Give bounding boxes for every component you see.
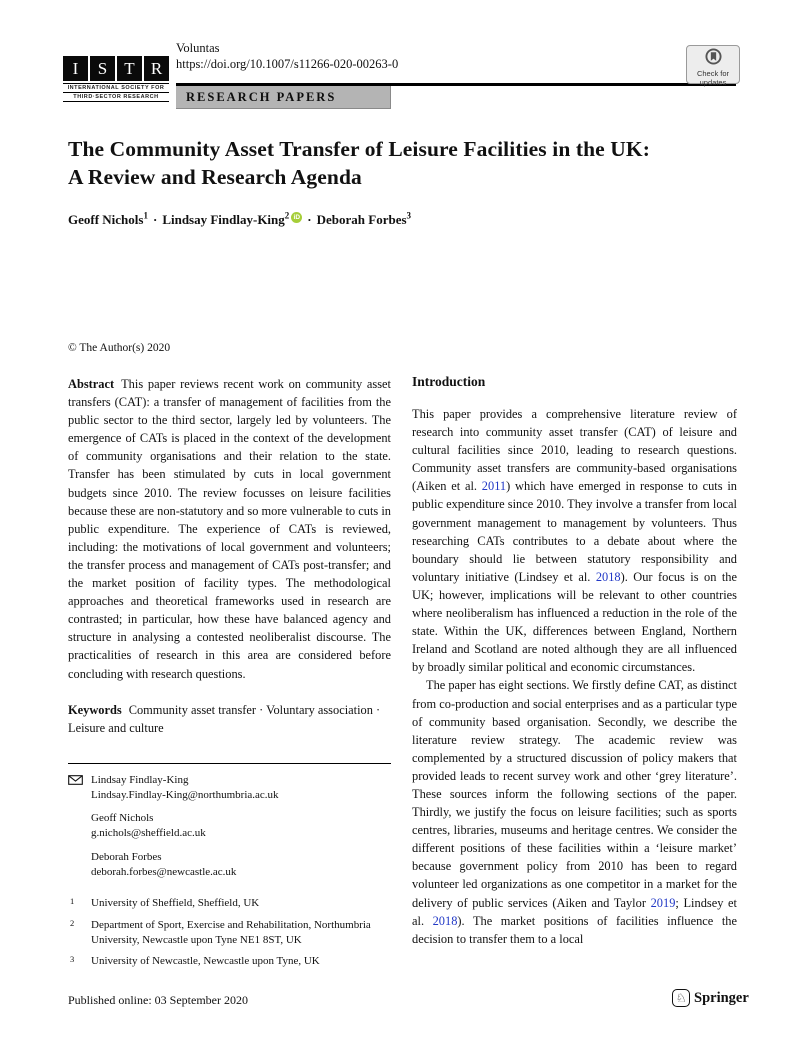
doi-link[interactable]: https://doi.org/10.1007/s11266-020-00263-0 (176, 56, 399, 71)
corr-email-link[interactable]: deborah.forbes@newcastle.ac.uk (91, 866, 237, 878)
journal-name: Voluntas (176, 41, 220, 55)
author-contact-entry (68, 811, 391, 841)
intro-paragraph-2 (412, 676, 737, 947)
author-2: Lindsay Findlay-King$^2$ iD (162, 212, 302, 227)
journal-block (176, 41, 398, 72)
istr-subtitle-line1: INTERNATIONAL SOCIETY FOR (63, 84, 169, 93)
keywords-text: Community asset transfer · Voluntary association · Leisure and culture (68, 702, 381, 735)
citation-link[interactable]: 2018 (595, 569, 621, 584)
corr-email-link[interactable]: Lindsay.Findlay-King@northumbria.ac.uk (91, 788, 279, 801)
springer-knight-icon: ♘ (672, 989, 690, 1007)
corr-name: Lindsay Findlay-King (91, 773, 189, 786)
istr-letter: S (90, 56, 115, 81)
corr-name: Geoff Nichols (91, 812, 154, 825)
body-text: This paper provides a comprehensive literature review of research into community asset transfer (CAT) of leisure and cultural facilities since 2010, leading to research questions. Community asset transfers are community-based organisations (Aiken et al. (412, 407, 737, 494)
istr-logo (63, 56, 169, 102)
istr-subtitle-line2: THIRD·SECTOR RESEARCH (63, 93, 169, 102)
left-column (68, 342, 391, 976)
corr-name: Deborah Forbes (91, 851, 162, 864)
author-3: Deborah Forbes$^3$ (316, 211, 412, 228)
published-online-line: Published online: 03 September 2020 (68, 993, 248, 1007)
keywords-label: Keywords (68, 702, 122, 717)
istr-letter: I (63, 56, 88, 81)
istr-letter-squares (63, 56, 169, 81)
body-text: The paper has eight sections. We firstly define CAT, as distinct from co-production and social enterprises and as a particular type of community based organisation. Secondly, we describe the literature review strategy. The academic review was complemented by a structured discussion of policy makers that provided leads to recent survey work and other ‘grey literature’. These sources inform the following sections of the paper. Thirdly, we justify the focus on leisure facilities; such as sports centres, libraries, museums and heritage centres. We consider the different positions of these facilities within a ‘leisure market’ because government policy from 2010 has been to regard volunteer led organizations as one competitor in a market for the delivery of public services (Aiken and Taylor (412, 678, 737, 910)
check-updates-text: Check for updates (696, 69, 730, 87)
istr-letter: T (117, 56, 142, 81)
corr-email-link[interactable]: g.nichols@sheffield.ac.uk (91, 827, 206, 840)
author-contact-entry (68, 850, 391, 880)
envelope-icon (68, 775, 83, 785)
body-text: ). Our focus is on the UK; however, implications will be relevant to other countries where neoliberalism has influenced a reduction in the role of the state. Within the UK, differences between England, Northern Ireland and Scotland are noted although they are all influenced by broadly similar political and economic circumstances. (412, 569, 737, 675)
istr-subtitle (63, 83, 169, 102)
author-line (68, 211, 411, 228)
footnote-divider (68, 763, 391, 764)
corresponding-author-entry (68, 773, 391, 803)
body-text: ) which have emerged in response to cuts in public expenditure since 2010. They involve a transfer from local government management to management by volunteers. Thus researching CATs contributes to a debate about where the boundary should lie between statutory responsibility and voluntary initiative (Lindsey et al. (412, 479, 737, 584)
section-heading-introduction: Introduction (412, 374, 486, 389)
abstract-paragraph (68, 375, 391, 683)
citation-link[interactable]: 2011 (481, 479, 507, 494)
springer-wordmark: Springer (694, 989, 749, 1006)
affiliations-block (68, 896, 391, 969)
author-separator (302, 212, 316, 227)
author-separator (148, 212, 162, 227)
affiliation-2: 2 Department of Sport, Exercise and Rehabilitation, Northumbria University, Newcastle upon Tyne NE1 8ST, UK (70, 917, 371, 946)
springer-logo (672, 989, 749, 1007)
keywords-paragraph (68, 701, 391, 737)
body-text: ). The market positions of facilities influence the decision to transfer them to a local (412, 913, 737, 946)
check-updates-icon (705, 48, 722, 65)
abstract-label: Abstract (68, 377, 115, 391)
right-column (412, 374, 737, 948)
abstract-text: This paper reviews recent work on community asset transfers (CAT): a transfer of management of facilities from the public sector to the third sector, largely led by volunteers. The emergence of CATs is placed in the context of the development of community organisations and their relation to the state. Transfer has been stimulated by cuts in local government budgets since 2010. The review focusses on leisure facilities because these are non-statutory and so more vulnerable to cuts in public expenditure. The experience of CATs is reviewed, including: the motivations of local government and volunteers; the transfer process and management of CATs post-transfer; and the market position of facility types. The methodological approaches and theoretical frameworks used in research are contrasted; in particular, how these have balanced agency and structure in analysing a contested neoliberalist discourse. The practicalities of research in this area are considered before concluding with research questions. (68, 377, 391, 681)
author-1: Geoff Nichols$^1$ (68, 211, 148, 228)
istr-letter: R (144, 56, 169, 81)
citation-link[interactable]: 2018 (432, 913, 458, 928)
correspondence-block (68, 773, 391, 880)
check-for-updates-badge[interactable] (686, 45, 740, 87)
intro-paragraph-1 (412, 405, 737, 676)
article-type-label: RESEARCH PAPERS (186, 90, 337, 104)
page-title: The Community Asset Transfer of Leisure Facilities in the UK: A Review and Research Agenda (68, 137, 650, 189)
affiliation-3: 3 University of Newcastle, Newcastle upon Tyne, UK (70, 954, 320, 968)
affiliation-1: 1 University of Sheffield, Sheffield, UK (70, 895, 260, 909)
copyright-line: © The Author(s) 2020 (68, 342, 171, 354)
article-type-banner (176, 86, 391, 109)
orcid-icon[interactable]: iD (291, 212, 302, 223)
citation-link[interactable]: 2019 (650, 895, 676, 910)
body-text: ; Lindsey et al. (412, 895, 738, 928)
